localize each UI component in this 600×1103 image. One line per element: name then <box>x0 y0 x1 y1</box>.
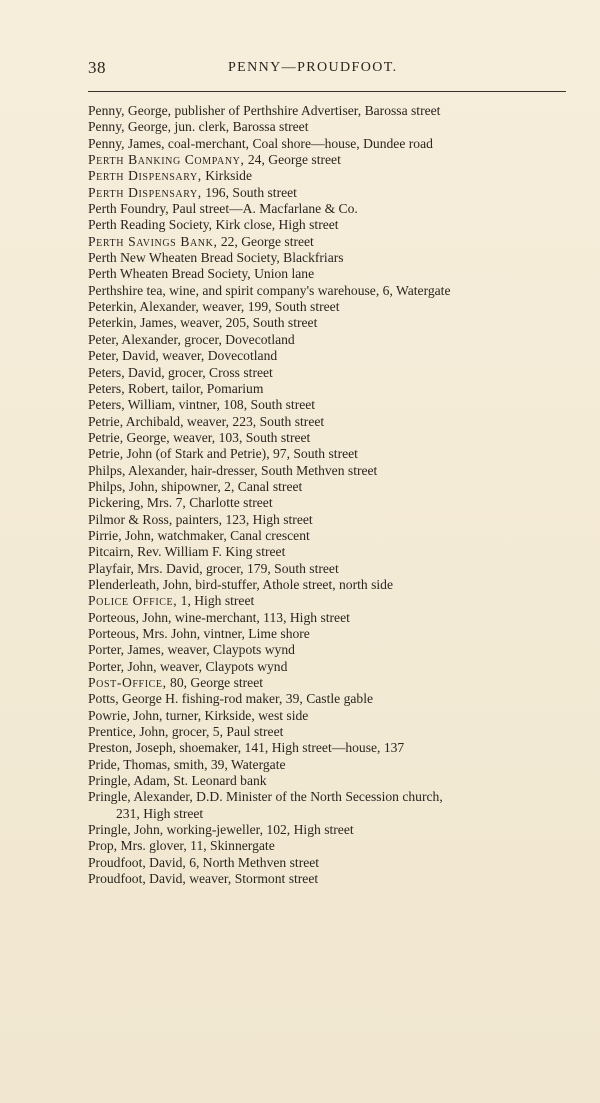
directory-entry <box>88 315 578 331</box>
entry-name: Pride, Thomas, <box>88 756 171 772</box>
entry-details: jun. clerk, Barossa street <box>171 119 309 135</box>
entry-details: 231, High street <box>116 805 204 821</box>
directory-entry <box>88 283 578 299</box>
entry-name: Prentice, John, <box>88 724 169 740</box>
entry-name: Peters, Robert, <box>88 380 169 396</box>
entry-details: vintner, Lime shore <box>200 626 310 641</box>
directory-entry <box>88 855 578 871</box>
directory-entry <box>88 871 578 887</box>
entry-name: Peter, Alexander, <box>88 331 181 347</box>
entry-details: weaver, 103, South street <box>169 429 311 445</box>
entry-name: Porteous, Mrs. John, <box>88 626 201 641</box>
entry-details: Paul street—A. Macfarlane & Co. <box>168 201 358 217</box>
entry-name: Petrie, John <box>88 446 153 462</box>
entry-details: weaver, 223, South street <box>183 413 325 429</box>
entry-name: Pitcairn, Rev. William F. <box>88 544 222 560</box>
entry-details: weaver, Claypots wynd <box>164 642 295 658</box>
directory-entry <box>88 185 578 201</box>
entry-details: Kirk close, High street <box>212 217 339 233</box>
entry-details: Union lane <box>250 266 315 282</box>
entry-name: Peterkin, Alexander, <box>88 299 199 315</box>
entry-details: glover, 11, Skinnergate <box>145 838 275 854</box>
directory-entry <box>88 217 578 233</box>
entry-details: weaver, Dovecotland <box>158 348 278 364</box>
directory-entry <box>88 266 578 282</box>
entry-details: tailor, Pomarium <box>168 380 264 396</box>
directory-entry <box>88 642 578 658</box>
entry-details: weaver, Claypots wynd <box>156 658 288 674</box>
directory-entry <box>88 168 578 184</box>
entry-name: Proudfoot, David, <box>88 871 186 887</box>
entry-details: weaver, 199, South street <box>198 299 340 315</box>
entry-name: Potts, George H. <box>88 691 179 707</box>
entry-name: Pilmor & Ross, <box>88 511 173 527</box>
directory-entry <box>88 528 578 544</box>
directory-entry <box>88 626 578 642</box>
directory-entry <box>88 446 578 462</box>
entry-name: Peters, William, <box>88 397 176 413</box>
directory-entry <box>88 773 578 789</box>
directory-entry <box>88 103 578 119</box>
directory-entry <box>88 724 578 740</box>
running-head: PENNY—PROUDFOOT. <box>228 60 398 75</box>
entry-name: Porteous, John, <box>88 609 172 625</box>
entry-details: wine, and spirit company's warehouse, 6, Watergate <box>165 282 451 298</box>
entry-name: Penny, James, <box>88 135 165 151</box>
directory-entry <box>88 495 578 511</box>
entry-details: publisher of Perthshire Advertiser, Barossa street <box>171 103 441 118</box>
directory-entry <box>88 512 578 528</box>
entry-details: coal-merchant, Coal shore—house, Dundee road <box>164 135 433 151</box>
entry-details: watchmaker, Canal crescent <box>154 527 310 543</box>
entry-name: Perth Wheaten Bread Society, <box>88 266 251 282</box>
entry-details: turner, Kirkside, west side <box>162 707 309 723</box>
directory-entry <box>88 822 578 838</box>
header-rule <box>88 91 566 92</box>
entry-name: Petrie, Archibald, <box>88 413 184 429</box>
entry-name: Pringle, Alexander, D.D. <box>88 789 223 805</box>
directory-entries <box>88 103 578 888</box>
entry-name: Pringle, Adam, <box>88 773 170 789</box>
entry-details: painters, 123, High street <box>172 511 313 527</box>
directory-entry <box>88 659 578 675</box>
entry-name: Perth Savings Bank, <box>88 233 218 249</box>
entry-details: 196, South street <box>201 184 297 200</box>
entry-name: Pringle, John, <box>88 822 164 838</box>
entry-details: weaver, 205, South street <box>176 315 318 331</box>
entry-details: vintner, 108, South street <box>175 397 316 413</box>
entry-name: Peters, David, <box>88 364 165 380</box>
entry-name: Perth Reading Society, <box>88 217 213 233</box>
entry-name: Perth Foundry, <box>88 201 169 217</box>
entry-details: St. Leonard bank <box>169 773 267 789</box>
directory-entry <box>88 789 578 805</box>
directory-entry <box>88 348 578 364</box>
entry-name: Prop, Mrs. <box>88 838 146 854</box>
directory-entry <box>88 740 578 756</box>
entry-details: Kirkside <box>201 168 253 184</box>
entry-details: fishing-rod maker, 39, Castle gable <box>178 691 374 707</box>
entry-details: working-jeweller, 102, High street <box>163 822 354 838</box>
directory-entry <box>88 365 578 381</box>
page-header <box>88 58 566 82</box>
entry-details: (of Stark and Petrie), 97, South street <box>152 446 358 462</box>
entry-name: Perth Banking Company, <box>88 152 245 168</box>
directory-entry <box>88 414 578 430</box>
entry-name: Playfair, Mrs. David, <box>88 560 203 576</box>
directory-entry <box>88 250 578 266</box>
entry-name: Post-Office, <box>88 675 167 691</box>
entry-name: Philps, Alexander, <box>88 462 188 478</box>
directory-entry-continuation <box>88 806 578 822</box>
entry-details: 24, George street <box>244 152 341 168</box>
entry-details: shoemaker, 141, High street—house, 137 <box>175 740 405 756</box>
entry-details: 7, Charlotte street <box>172 495 273 511</box>
entry-details: 80, George street <box>166 675 264 691</box>
entry-name: Perth New Wheaten Bread Society, <box>88 250 280 266</box>
entry-name: Peterkin, James, <box>88 315 177 331</box>
directory-entry <box>88 234 578 250</box>
entry-details: wine-merchant, 113, High street <box>171 609 350 625</box>
entry-details: Minister of the North Secession church, <box>222 789 443 805</box>
entry-name: Petrie, George, <box>88 429 170 445</box>
entry-details: bird-stuffer, Athole street, north side <box>191 576 394 592</box>
page-number: 38 <box>88 58 106 77</box>
entry-name: Proudfoot, David, <box>88 854 186 870</box>
entry-details: grocer, Dovecotland <box>180 331 295 347</box>
entry-details: smith, 39, Watergate <box>170 756 286 772</box>
entry-name: Porter, John, <box>88 658 157 674</box>
entry-name: Penny, George, <box>88 119 172 135</box>
directory-entry <box>88 381 578 397</box>
directory-entry <box>88 463 578 479</box>
directory-entry <box>88 152 578 168</box>
directory-entry <box>88 610 578 626</box>
entry-details: weaver, Stormont street <box>185 871 319 887</box>
entry-name: Peter, David, <box>88 348 159 364</box>
entry-name: Plenderleath, John, <box>88 576 192 592</box>
entry-name: Powrie, John, <box>88 707 163 723</box>
entry-name: Penny, George, <box>88 103 172 118</box>
entry-name: Preston, Joseph, <box>88 740 176 756</box>
directory-entry <box>88 593 578 609</box>
entry-name: Porter, James, <box>88 642 165 658</box>
directory-entry <box>88 757 578 773</box>
directory-entry <box>88 136 578 152</box>
entry-details: grocer, 179, South street <box>202 560 339 576</box>
entry-name: Pickering, Mrs. <box>88 495 173 511</box>
directory-entry <box>88 479 578 495</box>
directory-entry <box>88 838 578 854</box>
entry-name: Philps, John, <box>88 478 158 494</box>
entry-details: shipowner, 2, Canal street <box>157 478 303 494</box>
directory-entry <box>88 299 578 315</box>
entry-details: 6, North Methven street <box>185 854 320 870</box>
directory-entry <box>88 577 578 593</box>
entry-name: Pirrie, John, <box>88 527 155 543</box>
entry-details: Blackfriars <box>279 250 344 266</box>
entry-details: 22, George street <box>217 233 314 249</box>
directory-entry <box>88 119 578 135</box>
directory-entry <box>88 332 578 348</box>
directory-entry <box>88 544 578 560</box>
entry-name: Police Office, <box>88 593 178 609</box>
directory-entry <box>88 708 578 724</box>
directory-entry <box>88 561 578 577</box>
entry-name: Perth Dispensary, <box>88 168 202 184</box>
entry-details: grocer, 5, Paul street <box>168 724 284 740</box>
entry-details: grocer, Cross street <box>164 364 273 380</box>
entry-name: Perthshire tea, <box>88 282 166 298</box>
directory-entry <box>88 397 578 413</box>
directory-entry <box>88 201 578 217</box>
entry-details: King street <box>221 544 286 560</box>
entry-details: hair-dresser, South Methven street <box>187 462 378 478</box>
directory-entry <box>88 675 578 691</box>
directory-entry <box>88 691 578 707</box>
entry-details: 1, High street <box>177 593 255 609</box>
entry-name: Perth Dispensary, <box>88 184 202 200</box>
directory-entry <box>88 430 578 446</box>
